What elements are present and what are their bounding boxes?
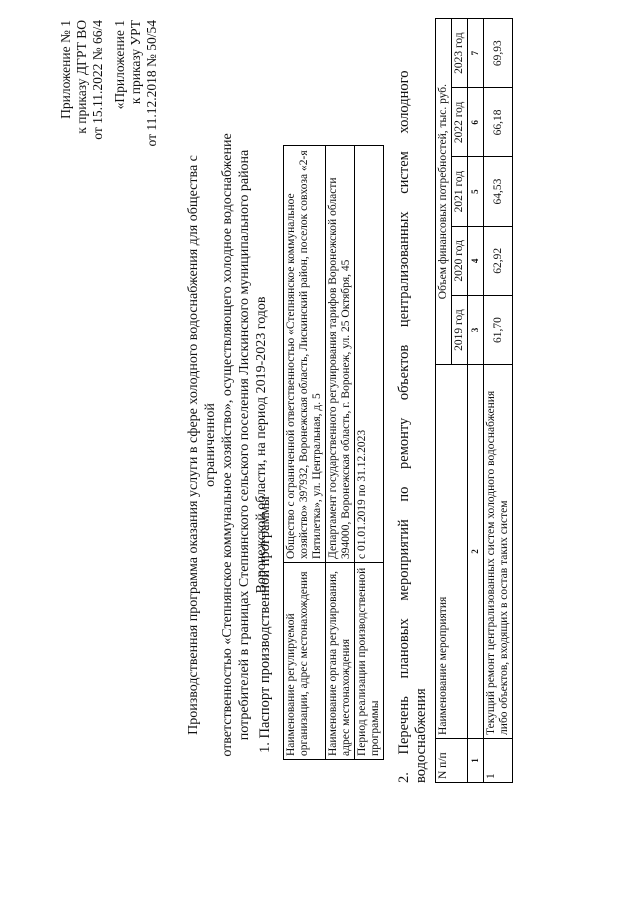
column-header-year: 2019 год [452,295,468,364]
table-cell-value: 69,93 [484,19,513,88]
title-line: Производственная программа оказания услуги в сфере холодного водоснабжения для общества с ограниченной [186,155,218,735]
section-2-heading-line: 2. Перечень плановых мероприятий по ремонту объектов централизованных систем холодного [396,70,412,783]
column-header-name: Наименование мероприятия [436,365,468,739]
appendix-header-original [112,20,160,146]
appendix-header-current [58,20,106,140]
title-line: Воронежской области, на период 2019-2023 годов [254,296,269,594]
header-line: к приказу УРТ [128,20,143,105]
table-row [326,146,355,760]
table-cell-value: с 01.01.2019 по 31.12.2023 [355,146,384,563]
column-header-year: 2021 год [452,157,468,226]
section-2-heading [396,23,430,783]
index-cell: 3 [468,295,484,364]
table-row [484,19,513,783]
table-header-row [436,19,452,783]
table-cell-value: Департамент государственного регулирования тарифов Воронежской области 394000, Воронежская область, г. Воронеж, ул. 25 Октября, 45 [326,146,355,563]
table-cell-key: Наименование органа регулирования, адрес местонахождения [326,563,355,760]
index-cell: 2 [468,365,484,739]
table-cell-value: Общество с ограниченной ответственностью «Степнянское коммунальное хозяйство» 397932, Воронежская область, Лискинский район, поселок совхоза «2-я Пятилетка», ул. Центральная, д. 5 [284,146,326,563]
table-cell-name: Текущий ремонт централизованных систем холодного водоснабжения либо объектов, входящих в состав таких систем [484,365,513,739]
title-line: потребителей в границах Степнянского сельского поселения Лискинского муниципального района [237,149,252,741]
column-header-year: 2020 год [452,226,468,295]
header-line: «Приложение 1 [112,20,127,110]
table-cell-value: 64,53 [484,157,513,226]
table-index-row [468,19,484,783]
index-cell: 1 [468,738,484,782]
table-cell-value: 66,18 [484,88,513,157]
column-header-number: N п/п [436,738,468,782]
table-cell-number: 1 [484,738,513,782]
column-header-finance: Объем финансовых потребностей, тыс. руб. [436,19,452,365]
table-cell-value: 62,92 [484,226,513,295]
table-cell-key: Наименование регулируемой организации, адрес местонахождения [284,563,326,760]
table-row [284,146,326,760]
title-line: ответственностью «Степнянское коммунальное хозяйство», осуществляющего холодное водоснабжение [220,133,235,757]
index-cell: 4 [468,226,484,295]
section-2-heading-line: водоснабжения [413,688,429,783]
table-cell-key: Период реализации производственной программы [355,563,384,760]
column-header-year: 2023 год [452,19,468,88]
header-line: Приложение № 1 [58,20,73,119]
repair-plan-table [435,18,513,783]
table-row [355,146,384,760]
index-cell: 5 [468,157,484,226]
header-line: от 11.12.2018 № 50/54 [144,20,159,147]
index-cell: 7 [468,19,484,88]
column-header-year: 2022 год [452,88,468,157]
header-line: от 15.11.2022 № 66/4 [90,20,105,140]
header-line: к приказу ДГРТ ВО [74,20,89,134]
index-cell: 6 [468,88,484,157]
table-cell-value: 61,70 [484,295,513,364]
passport-table [283,145,384,760]
section-1-heading: 1. Паспорт производственной программы [257,496,273,753]
